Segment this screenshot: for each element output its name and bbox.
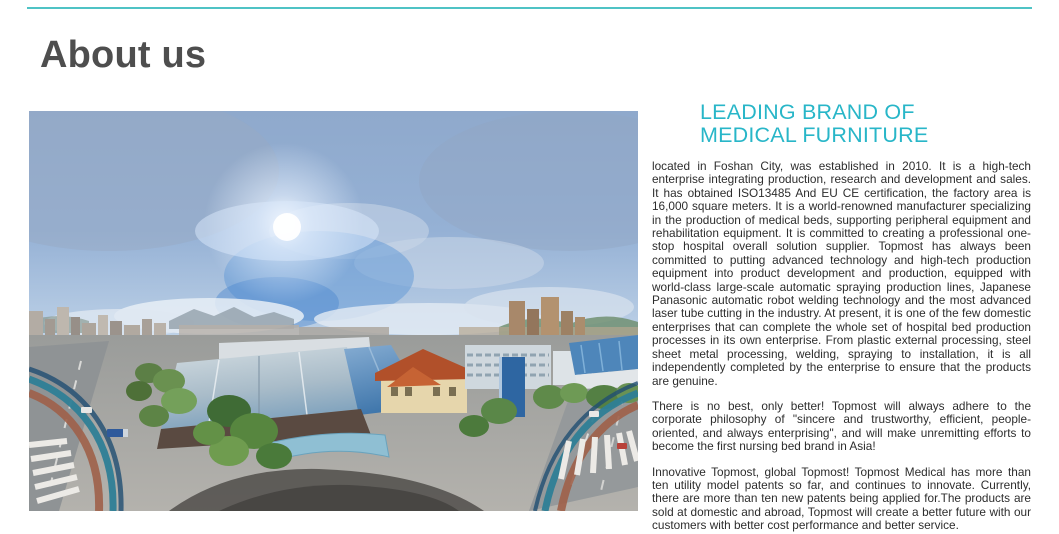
- about-text-column: [652, 101, 1031, 533]
- page-title: About us: [40, 34, 207, 76]
- about-paragraph-1: located in Foshan City, was established in 2010. It is a high-tech enterprise integrating production, research and development and sales. It has obtained ISO13485 And EU CE certification, the factory area is 16,000 square meters. It is a world-renowned manufacturer specializing in the production of medical beds, supporting peripheral equipment and rehabilitation equipment. It is committed to creating a professional one-stop hospital overall solution supplier. Topmost has always been committed to putting advanced technology and high-tech production equipment into product development and production, equipped with world-class large-scale automatic spraying production lines, Japanese Panasonic automatic robot welding technology and the most advanced laser tube cutting in the industry. At present, it is one of the few domestic enterprises that can complete the whole set of hospital bed production processes in its own enterprise. From plastic external processing, steel sheet metal processing, welding, spraying to installation, it is all independently completed by the enterprise to ensure that the products are genuine.: [652, 159, 1031, 388]
- section-heading: [700, 101, 1031, 147]
- top-divider: [27, 7, 1032, 9]
- about-body-copy: [652, 160, 1031, 533]
- section-heading-line1: LEADING BRAND OF: [700, 100, 915, 124]
- factory-panorama-image: [29, 111, 638, 511]
- section-heading-line2: MEDICAL FURNITURE: [700, 123, 929, 147]
- panorama-graphic: [29, 111, 638, 511]
- about-paragraph-2: There is no best, only better! Topmost will always adhere to the corporate philosophy of "sincere and trustworthy, efficient, people-oriented, and always enterprising", and will make unremitting efforts to become the first nursing bed brand in Asia!: [652, 398, 1031, 454]
- about-paragraph-3: Innovative Topmost, global Topmost! Topmost Medical has more than ten utility model patents so far, and continues to innovate. Currently, there are more than ten new patents being applied for.The products are sold at domestic and abroad, Topmost will create a better future with our customers with better cost performance and better service.: [652, 464, 1031, 533]
